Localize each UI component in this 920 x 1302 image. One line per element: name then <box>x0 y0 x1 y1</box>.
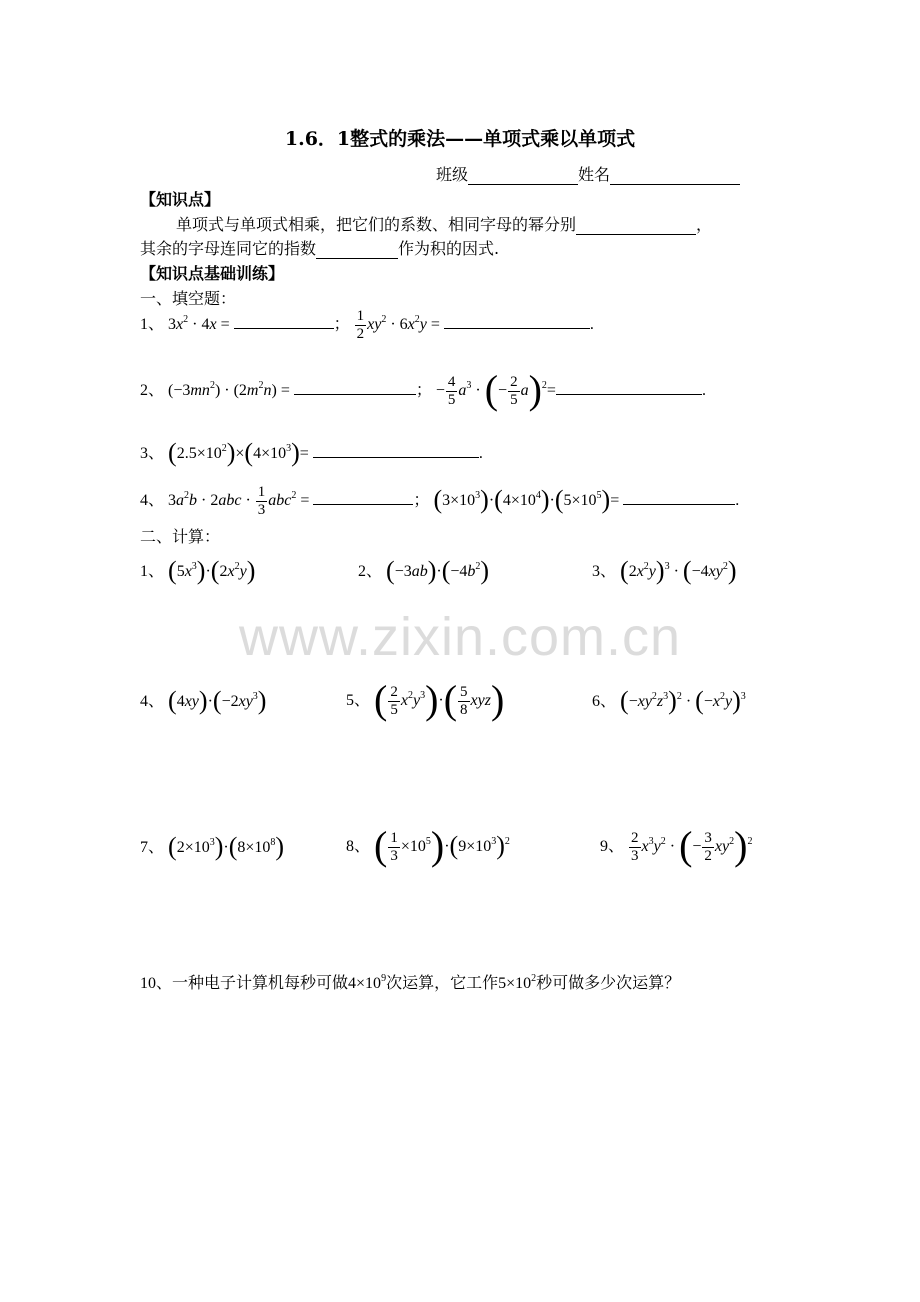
knowledge-text-3: 作为积的因式. <box>398 239 500 258</box>
word-problem-10: 10、一种电子计算机每秒可做$4\times 10^9$次运算，它工作$5\times 10^2$秒可做多少次运算？ <box>140 973 681 992</box>
answer-blank[interactable] <box>313 490 413 505</box>
fraction: $\frac{5}{8}$ <box>460 683 468 718</box>
fill-question-4: 4、 $3a^2b \cdot 2abc$ · $\frac{1}{3}$ abc$^2$ = ； $(3\times 10^3)\cdot(4\times 10^4)\cdot(5\times 10^5)=$ . <box>140 484 740 518</box>
question-number: 1、 <box>140 316 165 334</box>
calc-question-3: 3、 $(2x^2y)^3 \cdot (-4xy^2)$ <box>592 556 737 585</box>
knowledge-line-1 <box>176 212 712 235</box>
student-info-row <box>436 162 740 185</box>
calc-question-4: 4、 $(4xy)\cdot(-2xy^3)$ <box>140 686 267 715</box>
problem-text: 一种电子计算机每秒可做 <box>172 975 349 992</box>
question-number: 3、 <box>140 445 165 462</box>
calc-question-6: 6、 $(-xy^2z^3)^2 \cdot (-x^2y)^3$ <box>592 686 746 715</box>
training-heading: 【知识点基础训练】 <box>140 264 285 283</box>
knowledge-text-1: 单项式与单项式相乘，把它们的系数、相同字母的幂分别 <box>176 215 577 234</box>
fraction: $\frac{1}{2}$ <box>356 308 365 342</box>
name-blank[interactable] <box>610 166 740 185</box>
calc-question-9: 9、 $\frac{2}{3}$ $x^3y^2$ · (− $\frac{3}{2}$ $xy^2)^2$ <box>600 823 753 868</box>
separator: ； <box>413 492 430 510</box>
question-number: 10、 <box>140 975 173 992</box>
fraction: $\frac{3}{2}$ <box>704 829 712 864</box>
fraction: $\frac{2}{3}$ <box>631 829 639 864</box>
question-number: 8、 <box>346 838 371 855</box>
answer-blank[interactable] <box>623 490 735 505</box>
calc-question-8: 8、 ( $\frac{1}{3}$ $\times 10^5)\cdot(9\times 10^3)^2$ <box>346 823 510 868</box>
class-blank[interactable] <box>468 166 578 185</box>
answer-blank[interactable] <box>234 314 334 329</box>
calc-question-7: 7、 $(2\times 10^3)\cdot(8\times 10^8)$ <box>140 832 285 861</box>
calc-question-1: 1、 $(5x^3)\cdot(2x^2y)$ <box>140 556 256 585</box>
section1-heading: 一、填空题： <box>140 289 237 308</box>
watermark: www.zixin.com.cn <box>238 607 682 667</box>
page-title: 1.6．1整式的乘法——单项式乘以单项式 <box>284 128 636 150</box>
knowledge-blank-1[interactable] <box>576 216 696 235</box>
problem-text: 秒可做多少次运算？ <box>536 975 681 992</box>
calc-question-2: 2、 $(-3ab)\cdot(-4b^2)$ <box>358 556 490 585</box>
question-number: 6、 <box>592 693 617 710</box>
fill-question-3: 3、 $(2.5\times 10^2)\times(4\times 10^3)=$ . <box>140 438 483 467</box>
fraction: $\frac{2}{5}$ <box>390 683 398 718</box>
name-label: 姓名 <box>578 165 611 184</box>
knowledge-comma: ， <box>696 215 713 234</box>
fill-question-2: 2、 $(-3mn^2) \cdot (2m^2n)$ = ； − $\frac{4}{5}$ $a^3$ · (− $\frac{2}{5}$ a)$^2$= . <box>140 367 706 412</box>
question-number: 2、 <box>140 382 165 399</box>
answer-blank[interactable] <box>294 380 416 395</box>
knowledge-blank-2[interactable] <box>316 240 398 259</box>
period: . <box>701 382 706 399</box>
period: . <box>478 445 483 462</box>
problem-text: 次运算，它工作 <box>386 975 499 992</box>
question-number: 1、 <box>140 563 165 580</box>
answer-blank[interactable] <box>313 443 479 458</box>
fill-question-1: 1、 $3x^2 \cdot 4x$ = ； $\frac{1}{2}$ $xy^2 \cdot 6x^2y$ = . <box>140 308 594 342</box>
calc-question-5: 5、 ( $\frac{2}{5}$ $x^2y^3)\cdot$( $\frac{5}{8}$ xyz) <box>346 677 505 722</box>
question-number: 5、 <box>346 692 371 709</box>
separator: ； <box>415 382 432 399</box>
answer-blank[interactable] <box>556 380 702 395</box>
fraction: $\frac{1}{3}$ <box>390 829 398 864</box>
class-label: 班级 <box>436 165 469 184</box>
knowledge-line-2 <box>140 236 499 259</box>
separator: ； <box>333 316 350 334</box>
question-number: 9、 <box>600 838 625 855</box>
question-number: 7、 <box>140 839 165 856</box>
knowledge-heading: 【知识点】 <box>140 190 221 209</box>
question-number: 2、 <box>358 563 383 580</box>
fraction: $\frac{4}{5}$ <box>447 373 456 408</box>
knowledge-text-2: 其余的字母连同它的指数 <box>140 239 317 258</box>
period: . <box>589 316 594 334</box>
fraction: $\frac{2}{5}$ <box>510 373 518 408</box>
answer-blank[interactable] <box>444 314 590 329</box>
period: . <box>735 492 740 510</box>
section2-heading: 二、计算： <box>140 527 221 546</box>
question-number: 4、 <box>140 492 165 510</box>
fraction: $\frac{1}{3}$ <box>257 484 266 518</box>
question-number: 3、 <box>592 563 617 580</box>
question-number: 4、 <box>140 693 165 710</box>
